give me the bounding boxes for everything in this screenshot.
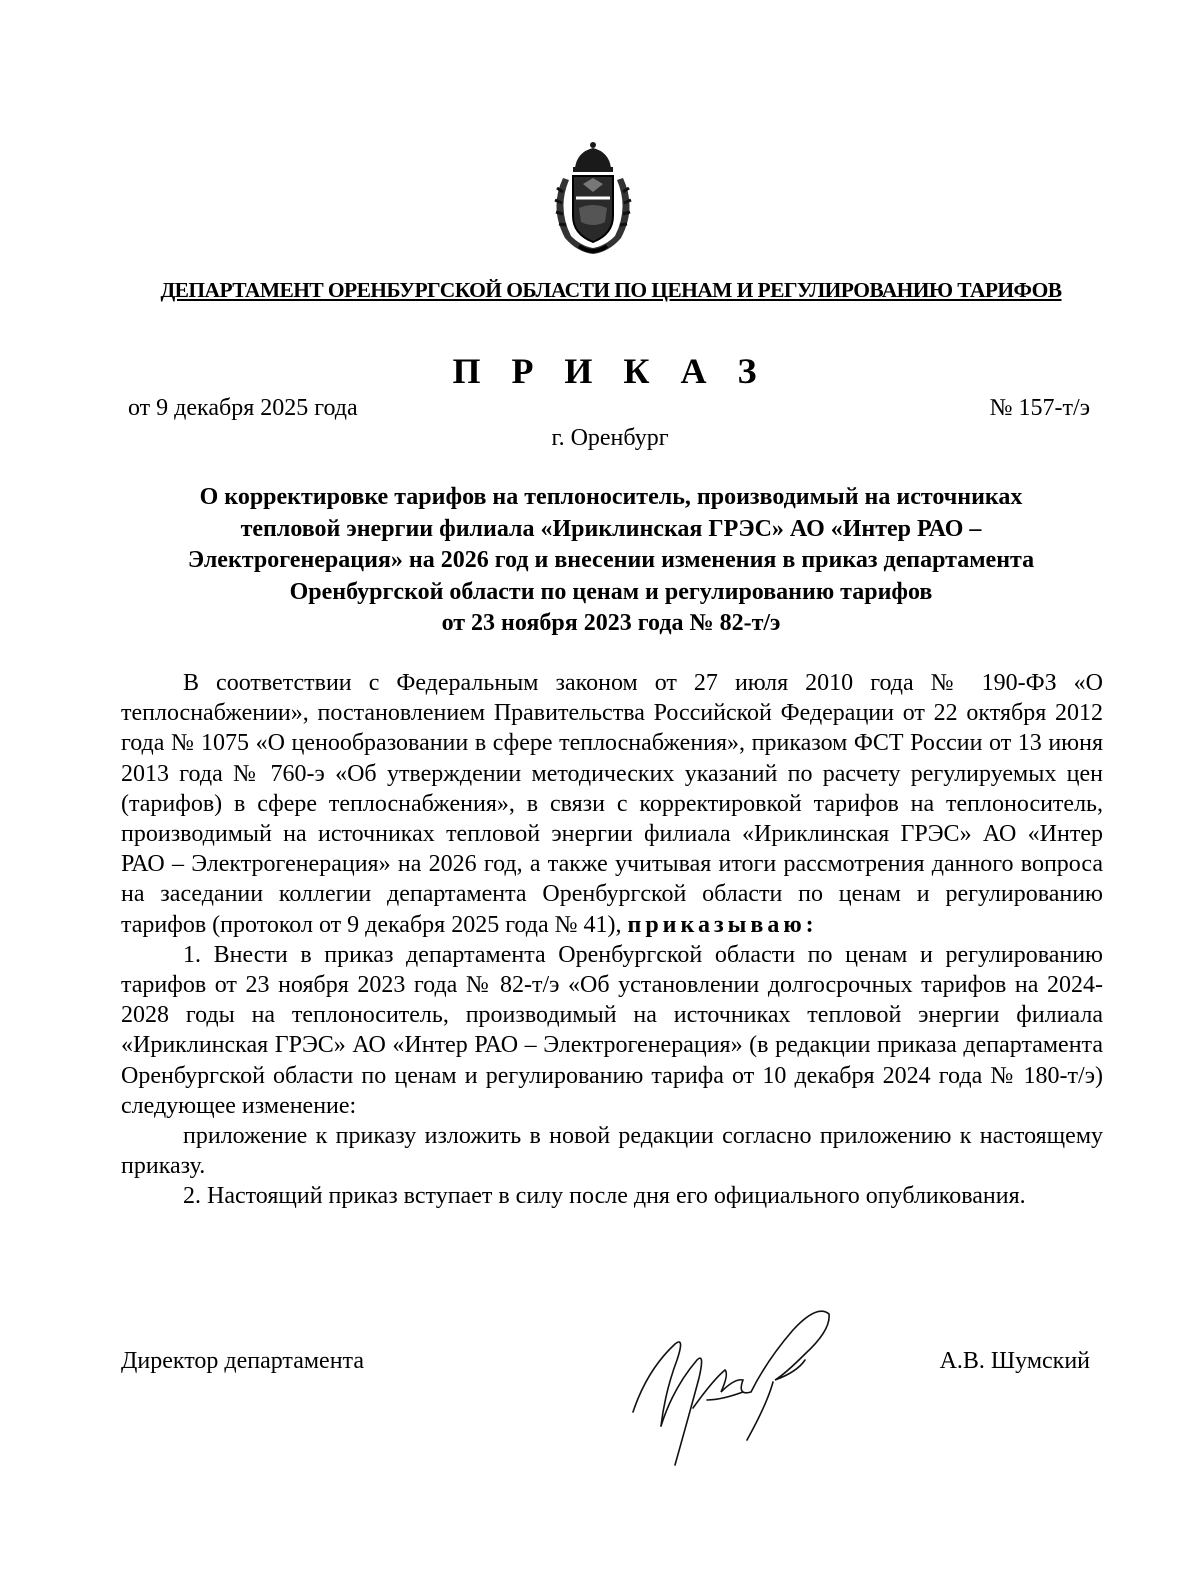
preamble-text: В соответствии с Федеральным законом от 27 июля 2010 года № 190-ФЗ «О теплоснабжении», постановлением Правительства Российской Федерации от 22 октября 2012 года № 1075 «О ценообразовании в сфере теплоснабжения», приказом ФСТ России от 13 июня 2013 года № 760-э «Об утверждении методических указаний по расчету регулируемых цен (тарифов) в сфере теплоснабжения», в связи с корректировкой тарифов на теплоноситель, производимый на источниках тепловой энергии филиала «Ириклинская ГРЭС» АО «Интер РАО – Электрогенерация» на 2026 год, а также учитывая итоги рассмотрения данного вопроса на заседании коллегии департамента Оренбургской области по ценам и регулированию тарифов (протокол от 9 декабря 2025 года № 41),	[121, 670, 1103, 938]
item-1-paragraph: 1. Внести в приказ департамента Оренбургской области по ценам и регулированию тарифов от 23 ноября 2023 года № 82-т/э «Об установлении долгосрочных тарифов на 2024-2028 годы на теплоноситель, производимый на источниках тепловой энергии филиала «Ириклинская ГРЭС» АО «Интер РАО – Электрогенерация» (в редакции приказа департамента Оренбургской области по ценам и регулированию тарифа от 10 декабря 2024 года № 180-т/э) следующее изменение:	[121, 941, 1103, 1119]
signatory-role: Директор департамента	[121, 1348, 364, 1374]
subject-line: Электрогенерация» на 2026 год и внесении изменения в приказ департамента	[187, 547, 1035, 573]
department-name: ДЕПАРТАМЕНТ ОРЕНБУРГСКОЙ ОБЛАСТИ ПО ЦЕНАМ И РЕГУЛИРОВАНИЮ ТАРИФОВ	[160, 278, 1062, 302]
subject-line: Оренбургской области по ценам и регулированию тарифов	[289, 578, 933, 605]
document-date: от 9 декабря 2025 года	[128, 395, 358, 421]
subject-line: тепловой энергии филиала «Ириклинская ГРЭС» АО «Интер РАО –	[240, 515, 982, 542]
coat-of-arms-emblem	[543, 138, 643, 258]
subject-line: от 23 ноября 2023 года № 82-т/э	[441, 610, 781, 636]
item-2-paragraph: 2. Настоящий приказ вступает в силу после дня его официального опубликования.	[183, 1183, 1026, 1210]
signatory-name: А.В. Шумский	[939, 1348, 1090, 1374]
document-title: П Р И К А З	[452, 351, 768, 391]
subject-line: О корректировке тарифов на теплоноситель, производимый на источниках	[199, 484, 1023, 510]
document-body	[121, 668, 1103, 1212]
document-subject	[120, 482, 1102, 640]
order-word: приказываю:	[627, 911, 818, 938]
item-1-detail-paragraph: приложение к приказу изложить в новой редакции согласно приложению к настоящему приказу.	[121, 1123, 1103, 1180]
document-number: № 157-т/э	[989, 395, 1090, 421]
handwritten-signature	[625, 1300, 840, 1470]
document-city: г. Оренбург	[551, 425, 669, 451]
preamble-paragraph	[121, 668, 1103, 940]
